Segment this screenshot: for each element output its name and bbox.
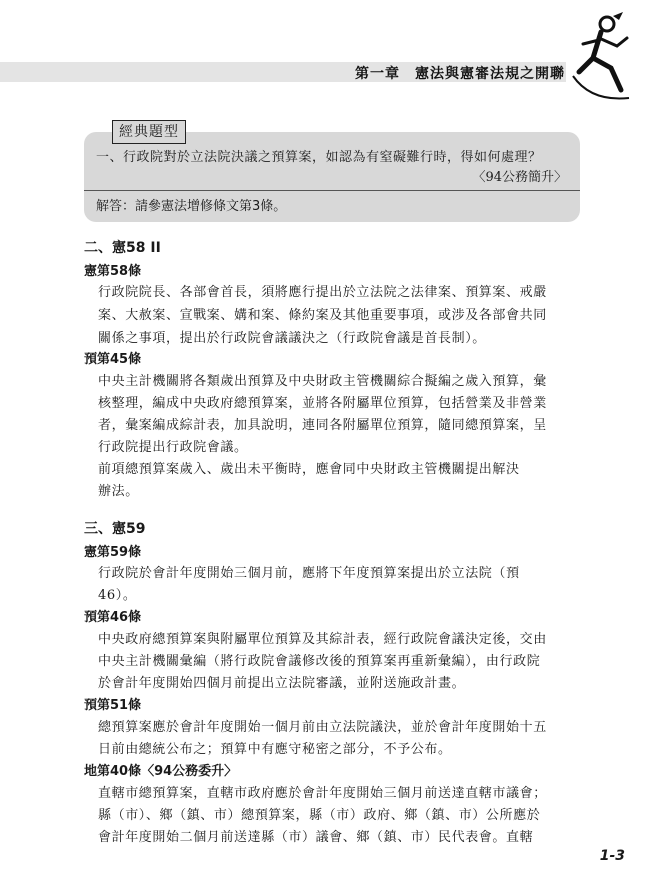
divider (84, 190, 580, 191)
article-line: 46）。 (98, 588, 137, 603)
article-line: 行政院院長、各部會首長，須將應行提出於立法院之法律案、預算案、戒嚴 (98, 285, 547, 300)
article-line: 於會計年度開始四個月前提出立法院審議，並附送施政計畫。 (98, 676, 466, 691)
example-answer: 解答：請參憲法增修條文第3條。 (96, 199, 287, 214)
article-title: 預第46條 (84, 610, 142, 625)
running-figure-icon (571, 10, 631, 110)
article-line: 核整理，編成中央政府總預算案，並將各附屬單位預算，包括營業及非營業 (98, 396, 547, 411)
article-line: 中央政府總預算案與附屬單位預算及其綜計表，經行政院會議決定後，交由 (98, 632, 547, 647)
example-box-tab: 經典題型 (112, 120, 186, 144)
example-source: 〈94公務簡升〉 (472, 170, 567, 185)
chapter-title: 第一章 憲法與憲審法規之開聯 (355, 66, 565, 82)
article-line: 辦法。 (98, 484, 139, 499)
article-line: 者，彙案編成綜計表，加具說明，連同各附屬單位預算，隨同總預算案，呈 (98, 418, 547, 433)
article-line: 會計年度開始二個月前送達縣（市）議會、鄉（鎮、市）民代表會。直轄 (98, 830, 534, 845)
article-line: 總預算案應於會計年度開始一個月前由立法院議決，並於會計年度開始十五 (98, 720, 547, 735)
article-title: 預第51條 (84, 698, 142, 713)
article-line: 行政院提出行政院會議。 (98, 440, 248, 455)
article-line: 行政院於會計年度開始三個月前，應將下年度預算案提出於立法院（預 (98, 566, 520, 581)
article-title: 憲第58條 (84, 264, 142, 279)
section-heading: 二、憲58 II (84, 240, 161, 256)
article-line: 中央主計機關將各類歲出預算及中央財政主管機關綜合擬編之歲入預算，彙 (98, 374, 547, 389)
example-question: 一、行政院對於立法院決議之預算案，如認為有窒礙難行時，得如何處理？ (96, 150, 542, 165)
article-title: 地第40條〈94公務委升〉 (84, 764, 238, 779)
article-line: 中央主計機關彙編（將行政院會議修改後的預算案再重新彙編），由行政院 (98, 654, 541, 669)
article-title: 憲第59條 (84, 545, 142, 560)
section-heading: 三、憲59 (84, 521, 146, 537)
article-line: 縣（市）、鄉（鎮、市）總預算案，縣（市）政府、鄉（鎮、市）公所應於 (98, 808, 541, 823)
article-line: 直轄市總預算案，直轄市政府應於會計年度開始三個月前送達直轄市議會； (98, 786, 547, 801)
article-line: 關係之事項，提出於行政院會議議決之（行政院會議是首長制）。 (98, 331, 486, 346)
article-line: 案、大赦案、宣戰案、媾和案、條約案及其他重要事項，或涉及各部會共同 (98, 308, 547, 323)
page-number: 1-3 (599, 848, 625, 864)
article-title: 預第45條 (84, 352, 142, 367)
article-line: 日前由總統公布之；預算中有應守秘密之部分，不予公布。 (98, 742, 452, 757)
article-line: 前項總預算案歲入、歲出未平衡時，應會同中央財政主管機關提出解決 (98, 462, 520, 477)
